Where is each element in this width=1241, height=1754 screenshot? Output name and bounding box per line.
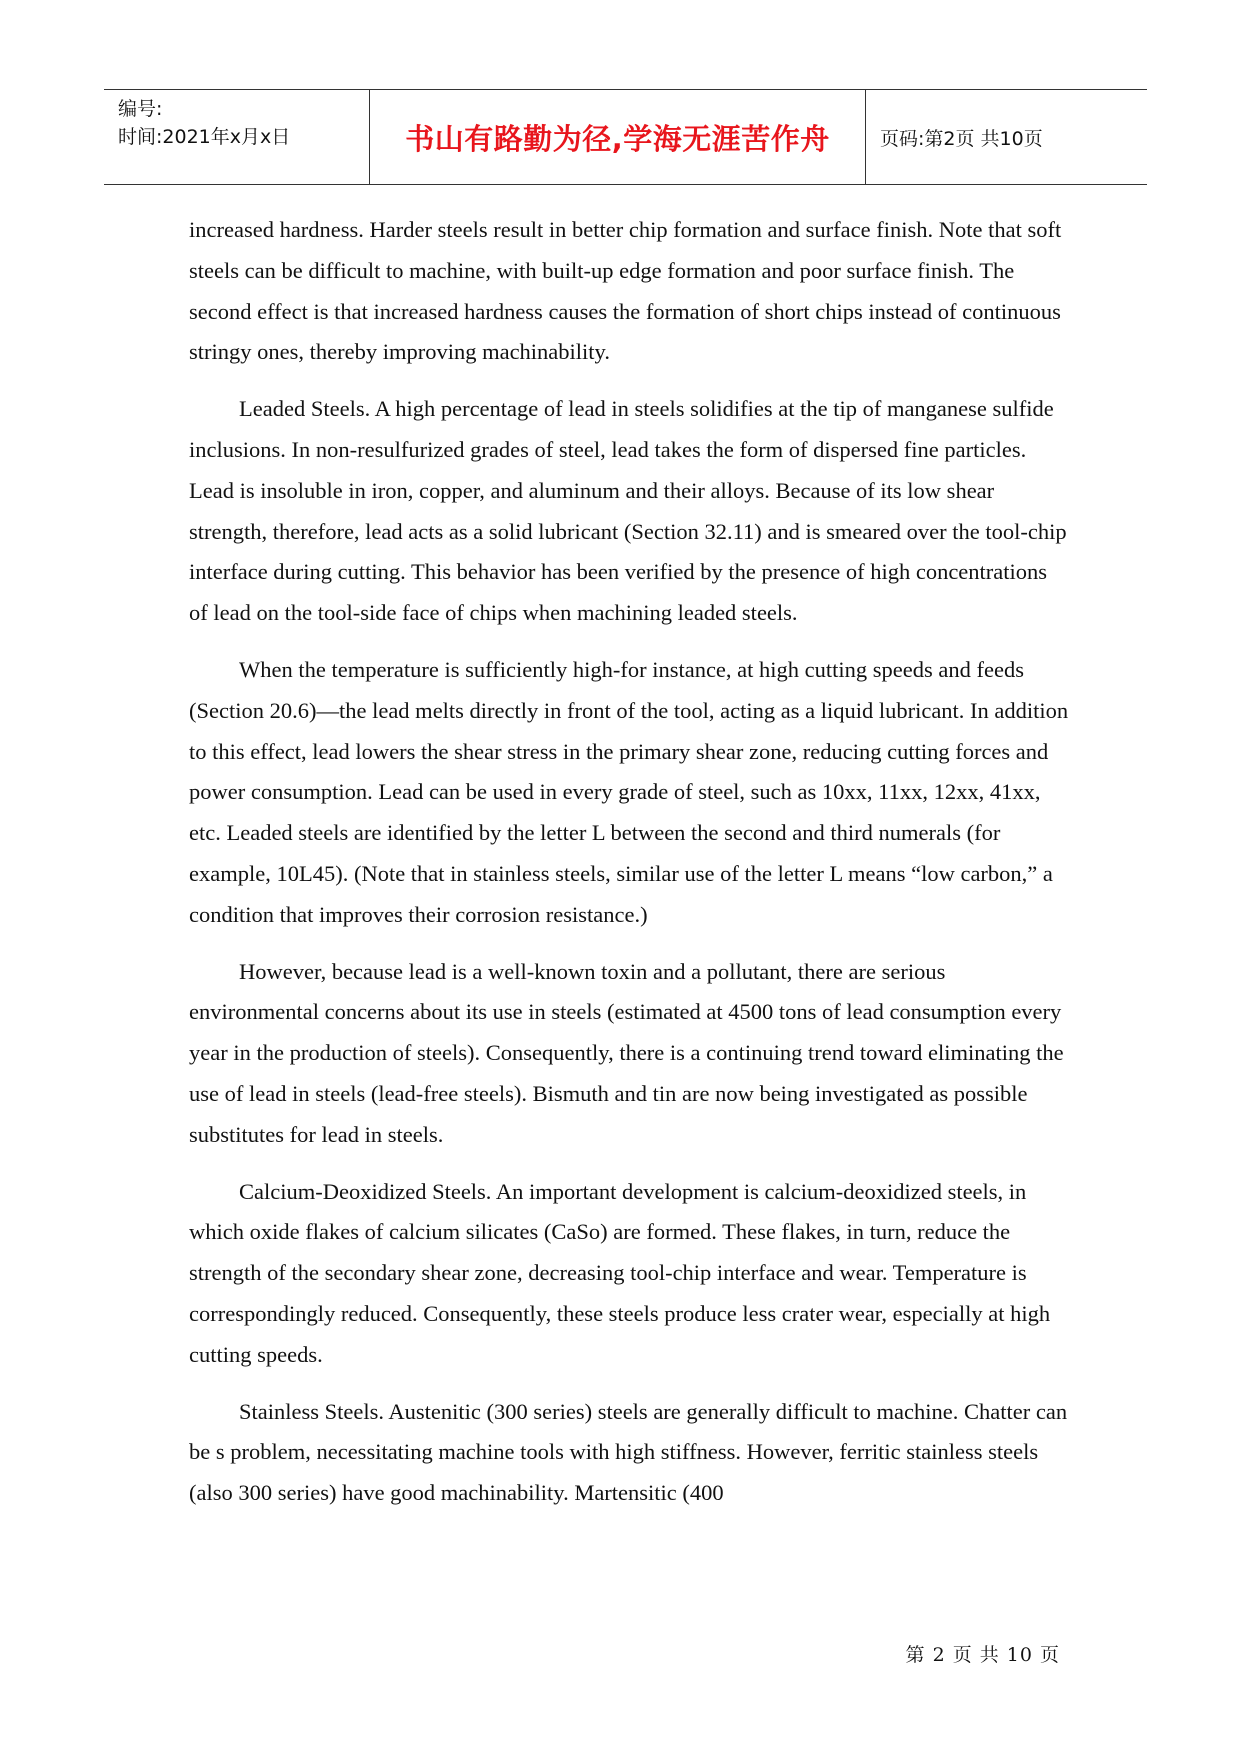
header-page-info: 页码:第2页 共10页 (880, 127, 1043, 150)
document-header (104, 89, 1147, 185)
paragraph-leaded-steels: Leaded Steels. A high percentage of lead in steels solidifies at the tip of manganese sulfide inclusions. In non-resulfurized grades of steel, lead takes the form of dispersed fine particles. Lead is insoluble in iron, copper, and aluminum and their alloys. Because of its low shear strength, therefore, lead acts as a solid lubricant (Section 32.11) and is smeared over the tool-chip interface during cutting. This behavior has been verified by the presence of high concentrations of lead on the tool-side face of chips when machining leaded steels. (189, 396, 1067, 626)
document-body (189, 210, 1069, 1530)
paragraph-lead-temperature: When the temperature is sufficiently high-for instance, at high cutting speeds and feeds (Section 20.6)—the lead melts directly in front of the tool, acting as a liquid lubricant. In addition to this effect, lead lowers the shear stress in the primary shear zone, reducing cutting forces and power consumption. Lead can be used in every grade of steel, such as 10xx, 11xx, 12xx, 41xx, etc. Leaded steels are identified by the letter L between the second and third numerals (for example, 10L45). (Note that in stainless steels, similar use of the letter L means “low carbon,” a condition that improves their corrosion resistance.) (189, 656, 1069, 927)
paragraph-continued: increased hardness. Harder steels result in better chip formation and surface finish. Note that soft steels can be difficult to machine, with built-up edge formation and poor surface finish. The second effect is that increased hardness causes the formation of short chips instead of continuous stringy ones, thereby improving machinability. (189, 217, 1062, 365)
header-page-cell (866, 90, 1147, 184)
paragraph-lead-environment: However, because lead is a well-known toxin and a pollutant, there are serious environmental concerns about its use in steels (estimated at 4500 tons of lead consumption every year in the production of steels). Consequently, there is a continuing trend toward eliminating the use of lead in steels (lead-free steels). Bismuth and tin are now being investigated as possible substitutes for lead in steels. (189, 958, 1064, 1147)
paragraph-stainless-steels: Stainless Steels. Austenitic (300 series) steels are generally difficult to machine. Chatter can be s problem, necessitating machine tools with high stiffness. However, ferritic stainless steels (also 300 series) have good machinability. Martensitic (400 (189, 1398, 1068, 1506)
page-footer: 第 2 页 共 10 页 (905, 1644, 1060, 1666)
document-time-label: 时间:2021年x月x日 (118, 126, 291, 148)
header-meta-cell (104, 90, 370, 184)
document-number-label: 编号: (118, 98, 163, 120)
header-motto-cell (370, 90, 866, 184)
header-motto: 书山有路勤为径,学海无涯苦作舟 (405, 121, 830, 156)
paragraph-calcium-deoxidized: Calcium-Deoxidized Steels. An important development is calcium-deoxidized steels, in which oxide flakes of calcium silicates (CaSo) are formed. These flakes, in turn, reduce the strength of the secondary shear zone, decreasing tool-chip interface and wear. Temperature is correspondingly reduced. Consequently, these steels produce less crater wear, especially at high cutting speeds. (189, 1178, 1051, 1367)
